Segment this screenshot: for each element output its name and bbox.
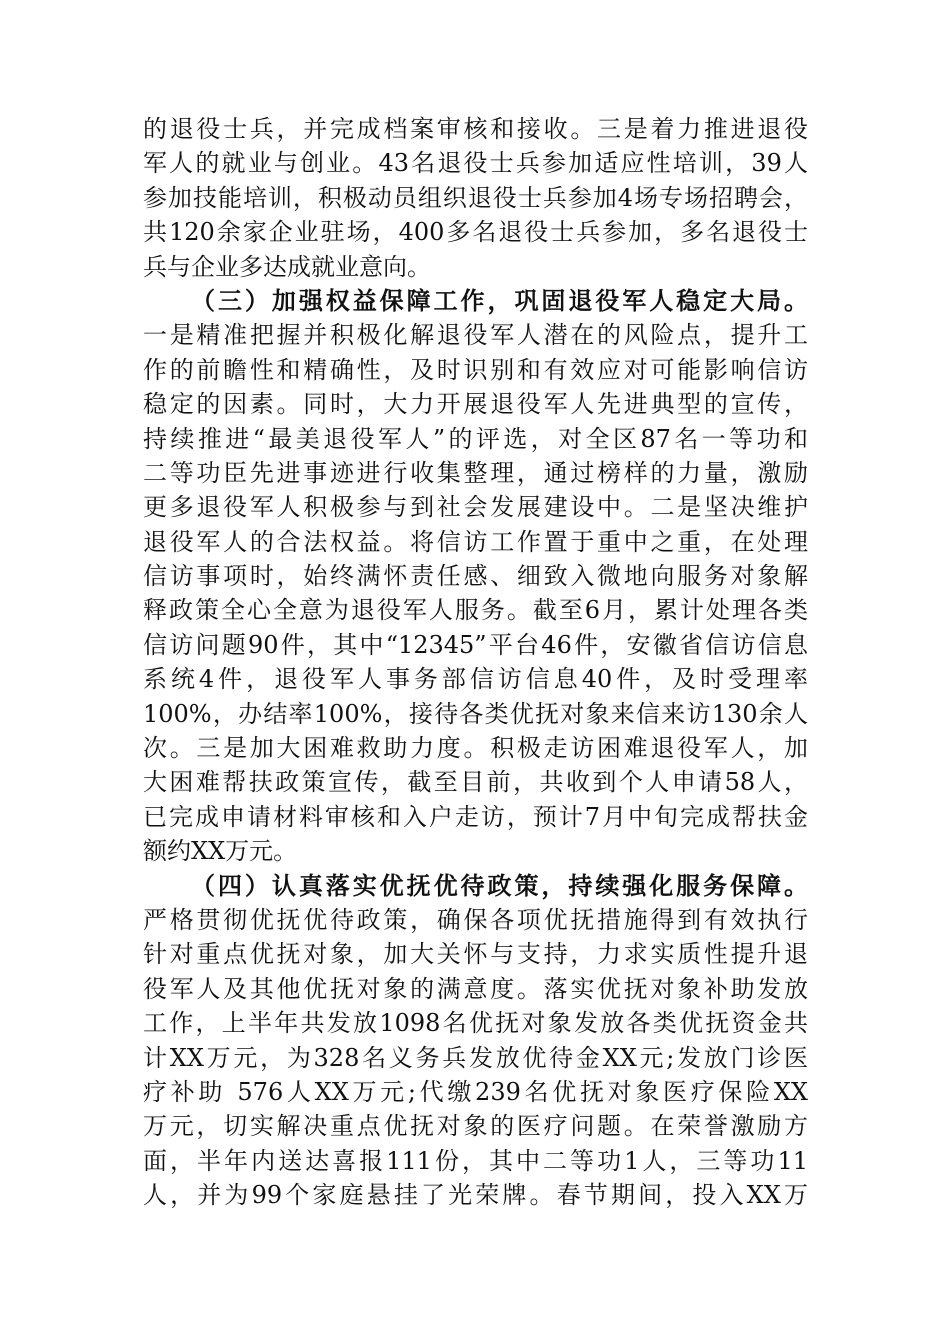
text-line: 额约XX万元。 (143, 837, 298, 866)
text-line: 役军人及其他优抚对象的满意度。落实优抚对象补助发放 (143, 974, 808, 1003)
text-line: 退役军人的合法权益。将信访工作置于重中之重，在处理 (143, 527, 808, 556)
text-line: 万元，切实解决重点优抚对象的医疗问题。在荣誉激励方 (143, 1112, 808, 1141)
text-line: 释政策全心全意为退役军人服务。截至6月，累计处理各类 (143, 596, 808, 625)
text-line: 已完成申请材料审核和入户走访，预计7月中旬完成帮扶金 (143, 802, 808, 831)
text-line: 100%，办结率100%，接待各类优抚对象来信来访130余人 (143, 699, 808, 728)
text-line: 稳定的因素。同时，大力开展退役军人先进典型的宣传， (143, 390, 808, 419)
text-line: 共120余家企业驻场，400多名退役士兵参加，多名退役士 (143, 218, 808, 247)
text-line: 次。三是加大困难救助力度。积极走访困难退役军人，加 (143, 734, 808, 763)
text-line: 信访事项时，始终满怀责任感、细致入微地向服务对象解 (143, 562, 808, 591)
text-line: 参加技能培训，积极动员组织退役士兵参加4场专场招聘会， (143, 183, 808, 212)
section-heading-line: （三）加强权益保障工作，巩固退役军人稳定大局。 (191, 285, 808, 315)
text-line: 面，半年内送达喜报111份，其中二等功1人，三等功11 (143, 1146, 808, 1175)
text-line: 严格贯彻优抚优待政策，确保各项优抚措施得到有效执行 (143, 905, 808, 934)
text-line: 人，并为99个家庭悬挂了光荣牌。春节期间，投入XX万 (143, 1181, 808, 1210)
text-line: 工作，上半年共发放1098名优抚对象发放各类优抚资金共 (143, 1009, 808, 1038)
text-line: 疗补助 576人XX万元;代缴239名优抚对象医疗保险XX (143, 1077, 808, 1106)
text-line: 的退役士兵，并完成档案审核和接收。三是着力推进退役 (143, 115, 808, 143)
text-line: 系统4件，退役军人事务部信访信息40件，及时受理率 (143, 665, 808, 694)
section-heading-line: （四）认真落实优抚优待政策，持续强化服务保障。 (191, 870, 808, 900)
text-line: 二等功臣先进事迹进行收集整理，通过榜样的力量，激励 (143, 458, 808, 487)
text-line: 兵与企业多达成就业意向。 (143, 252, 431, 281)
text-line: 计XX万元，为328名义务兵发放优待金XX元;发放门诊医 (143, 1043, 808, 1072)
text-line: 作的前瞻性和精确性，及时识别和有效应对可能影响信访 (143, 355, 808, 384)
text-line: 持续推进“最美退役军人”的评选，对全区87名一等功和 (143, 424, 808, 453)
text-line: 更多退役军人积极参与到社会发展建设中。二是坚决维护 (143, 493, 808, 522)
text-line: 大困难帮扶政策宣传，截至目前，共收到个人申请58人， (143, 768, 808, 797)
text-line: 军人的就业与创业。43名退役士兵参加适应性培训，39人 (143, 149, 808, 178)
text-line: 针对重点优抚对象，加大关怀与支持，力求实质性提升退 (143, 940, 808, 969)
text-line: 一是精准把握并积极化解退役军人潜在的风险点，提升工 (143, 321, 808, 350)
body-text (143, 112, 808, 1213)
text-line: 信访问题90件，其中“12345”平台46件，安徽省信访信息 (143, 630, 808, 659)
